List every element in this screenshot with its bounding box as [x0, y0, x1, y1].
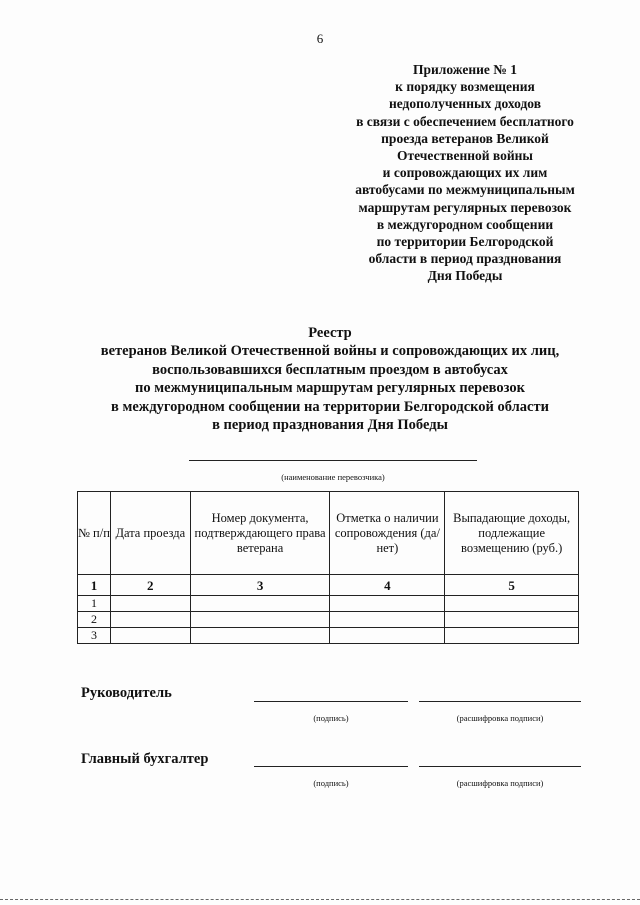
carrier-name-field[interactable]	[189, 460, 477, 461]
table-row	[78, 612, 579, 628]
appendix-line: и сопровождающих их лим	[382, 165, 548, 181]
table-cell[interactable]	[445, 628, 579, 644]
carrier-caption: (наименование перевозчика)	[281, 472, 385, 482]
appendix-line: Отечественной войны	[397, 148, 533, 164]
head-decoding-field[interactable]	[419, 701, 581, 702]
registry-title-line: Реестр	[308, 325, 352, 341]
table-cell[interactable]	[190, 596, 330, 612]
registry-title-line: в междугородном сообщении на территории Белгородской области	[111, 398, 549, 415]
table-cell[interactable]	[190, 628, 330, 644]
table-cell[interactable]	[445, 612, 579, 628]
table-cell[interactable]	[330, 596, 445, 612]
appendix-header	[320, 61, 610, 285]
column-number-row	[78, 575, 579, 596]
row-number: 2	[78, 612, 111, 628]
appendix-line: области в период празднования	[368, 251, 562, 267]
appendix-line: по территории Белгородской	[376, 234, 554, 250]
appendix-line: в связи с обеспечением бесплатного	[356, 113, 574, 129]
accountant-decoding-field[interactable]	[419, 766, 581, 767]
registry-title	[40, 324, 620, 434]
accountant-label: Главный бухгалтер	[81, 751, 209, 767]
page-edge-divider	[0, 899, 640, 900]
appendix-line: автобусами по межмуниципальным	[355, 182, 575, 198]
head-signature-field[interactable]	[254, 701, 408, 702]
column-number: 1	[78, 575, 111, 596]
row-number: 1	[78, 596, 111, 612]
table-cell[interactable]	[190, 612, 330, 628]
column-number: 3	[190, 575, 330, 596]
table-cell[interactable]	[110, 612, 190, 628]
header-cell-income: Выпадающие доходы, подлежащие возмещению (руб.)	[445, 492, 579, 575]
appendix-line: проезда ветеранов Великой	[381, 130, 549, 146]
header-cell-escort: Отметка о наличии сопровождения (да/нет)	[330, 492, 445, 575]
header-cell-document: Номер документа, подтверждающего права ветерана	[190, 492, 330, 575]
table-cell[interactable]	[330, 612, 445, 628]
table-cell[interactable]	[110, 596, 190, 612]
registry-title-line: воспользовавшихся бесплатным проездом в автобусах	[152, 361, 508, 378]
column-number: 2	[110, 575, 190, 596]
appendix-line: Дня Победы	[427, 268, 503, 284]
column-number: 5	[445, 575, 579, 596]
accountant-signature-field[interactable]	[254, 766, 408, 767]
table-cell[interactable]	[330, 628, 445, 644]
head-label: Руководитель	[81, 685, 172, 701]
page-number: 6	[316, 31, 324, 46]
appendix-line: к порядку возмещения	[395, 79, 535, 95]
registry-table	[77, 491, 579, 644]
registry-title-line: ветеранов Великой Отечественной войны и сопровождающих их лиц,	[100, 343, 560, 360]
table-header-row	[78, 492, 579, 575]
appendix-line: недополученных доходов	[388, 96, 542, 112]
head-decoding-caption: (расшифровка подписи)	[456, 713, 544, 723]
header-cell-number: № п/п	[78, 492, 111, 575]
head-signature-caption: (подпись)	[313, 713, 349, 723]
table-cell[interactable]	[110, 628, 190, 644]
appendix-line: Приложение № 1	[413, 62, 517, 77]
registry-title-line: по межмуниципальным маршрутам регулярных перевозок	[134, 380, 525, 397]
table-row	[78, 628, 579, 644]
accountant-signature-caption: (подпись)	[313, 778, 349, 788]
accountant-decoding-caption: (расшифровка подписи)	[456, 778, 544, 788]
appendix-line: в междугородном сообщении	[376, 216, 554, 232]
table-cell[interactable]	[445, 596, 579, 612]
column-number: 4	[330, 575, 445, 596]
registry-title-line: в период празднования Дня Победы	[212, 417, 448, 434]
appendix-line: маршрутам регулярных перевозок	[358, 199, 572, 215]
row-number: 3	[78, 628, 111, 644]
table-row	[78, 596, 579, 612]
header-cell-date: Дата проезда	[110, 492, 190, 575]
